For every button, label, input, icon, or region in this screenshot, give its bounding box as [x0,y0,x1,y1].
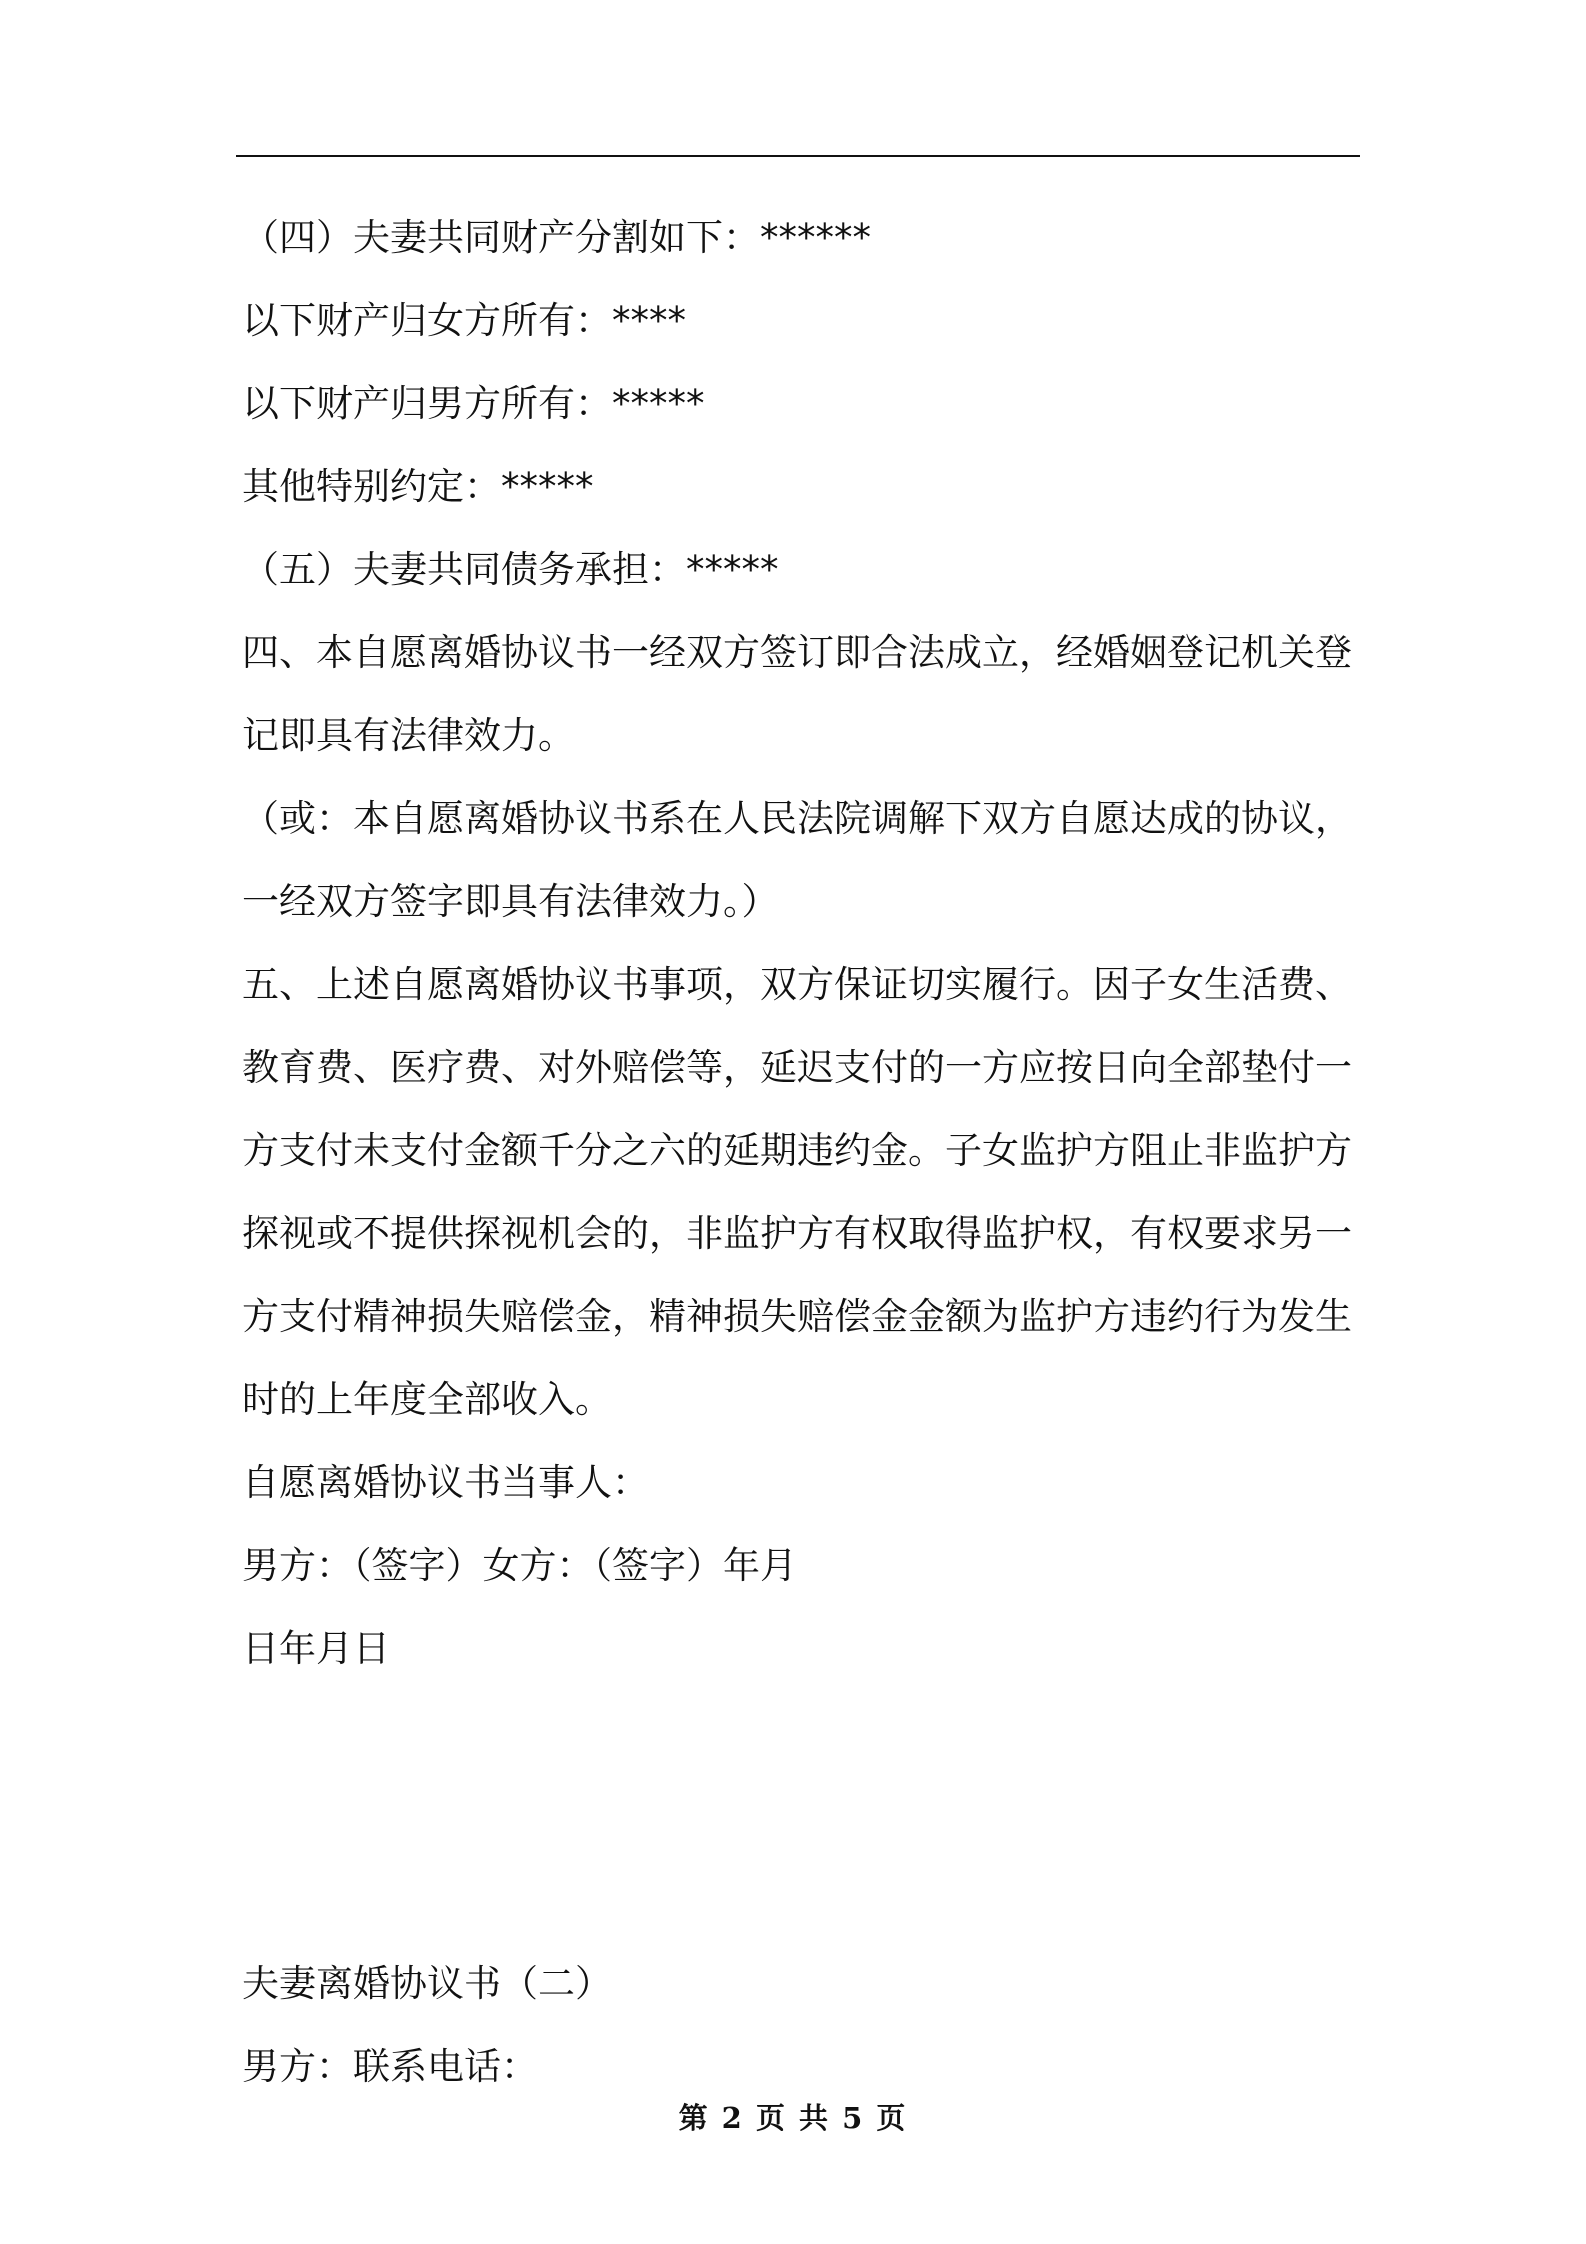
clause-4-line-2: 记即具有法律效力。 [242,714,575,757]
clause-5-line-6: 时的上年度全部收入。 [242,1378,612,1421]
clause-5-line-2: 教育费、医疗费、对外赔偿等，延迟支付的一方应按日向全部垫付一 [242,1046,1352,1089]
clause-4-5-joint-debts: （五）夫妻共同债务承担：***** [242,548,779,591]
signature-line: 男方：（签字）女方：（签字）年月 [242,1544,797,1587]
other-special-terms: 其他特别约定：***** [242,465,594,508]
clause-5-line-1: 五、上述自愿离婚协议书事项，双方保证切实履行。因子女生活费、 [242,963,1352,1006]
page-number: 第 2 页 共 5 页 [678,2101,908,2135]
property-to-wife: 以下财产归女方所有：**** [242,299,686,342]
clause-4-line-1: 四、本自愿离婚协议书一经双方签订即合法成立，经婚姻登记机关登 [242,631,1352,674]
clause-5-line-5: 方支付精神损失赔偿金，精神损失赔偿金金额为监护方违约行为发生 [242,1295,1352,1338]
clause-5-line-4: 探视或不提供探视机会的，非监护方有权取得监护权，有权要求另一 [242,1212,1352,1255]
property-to-husband: 以下财产归男方所有：***** [242,382,705,425]
date-line: 日年月日 [242,1627,390,1670]
alternative-clause-line-2: 一经双方签字即具有法律效力。） [242,880,779,923]
clause-4-4-property-division: （四）夫妻共同财产分割如下：****** [242,216,871,259]
header-rule [236,155,1360,157]
second-agreement-title: 夫妻离婚协议书（二） [242,1962,612,2005]
alternative-clause-line-1: （或：本自愿离婚协议书系在人民法院调解下双方自愿达成的协议， [242,797,1352,840]
husband-contact-line: 男方：联系电话： [242,2045,538,2088]
clause-5-line-3: 方支付未支付金额千分之六的延期违约金。子女监护方阻止非监护方 [242,1129,1352,1172]
spacer [242,1690,1360,1942]
document-body [242,196,1360,2108]
parties-heading: 自愿离婚协议书当事人： [242,1461,649,1504]
